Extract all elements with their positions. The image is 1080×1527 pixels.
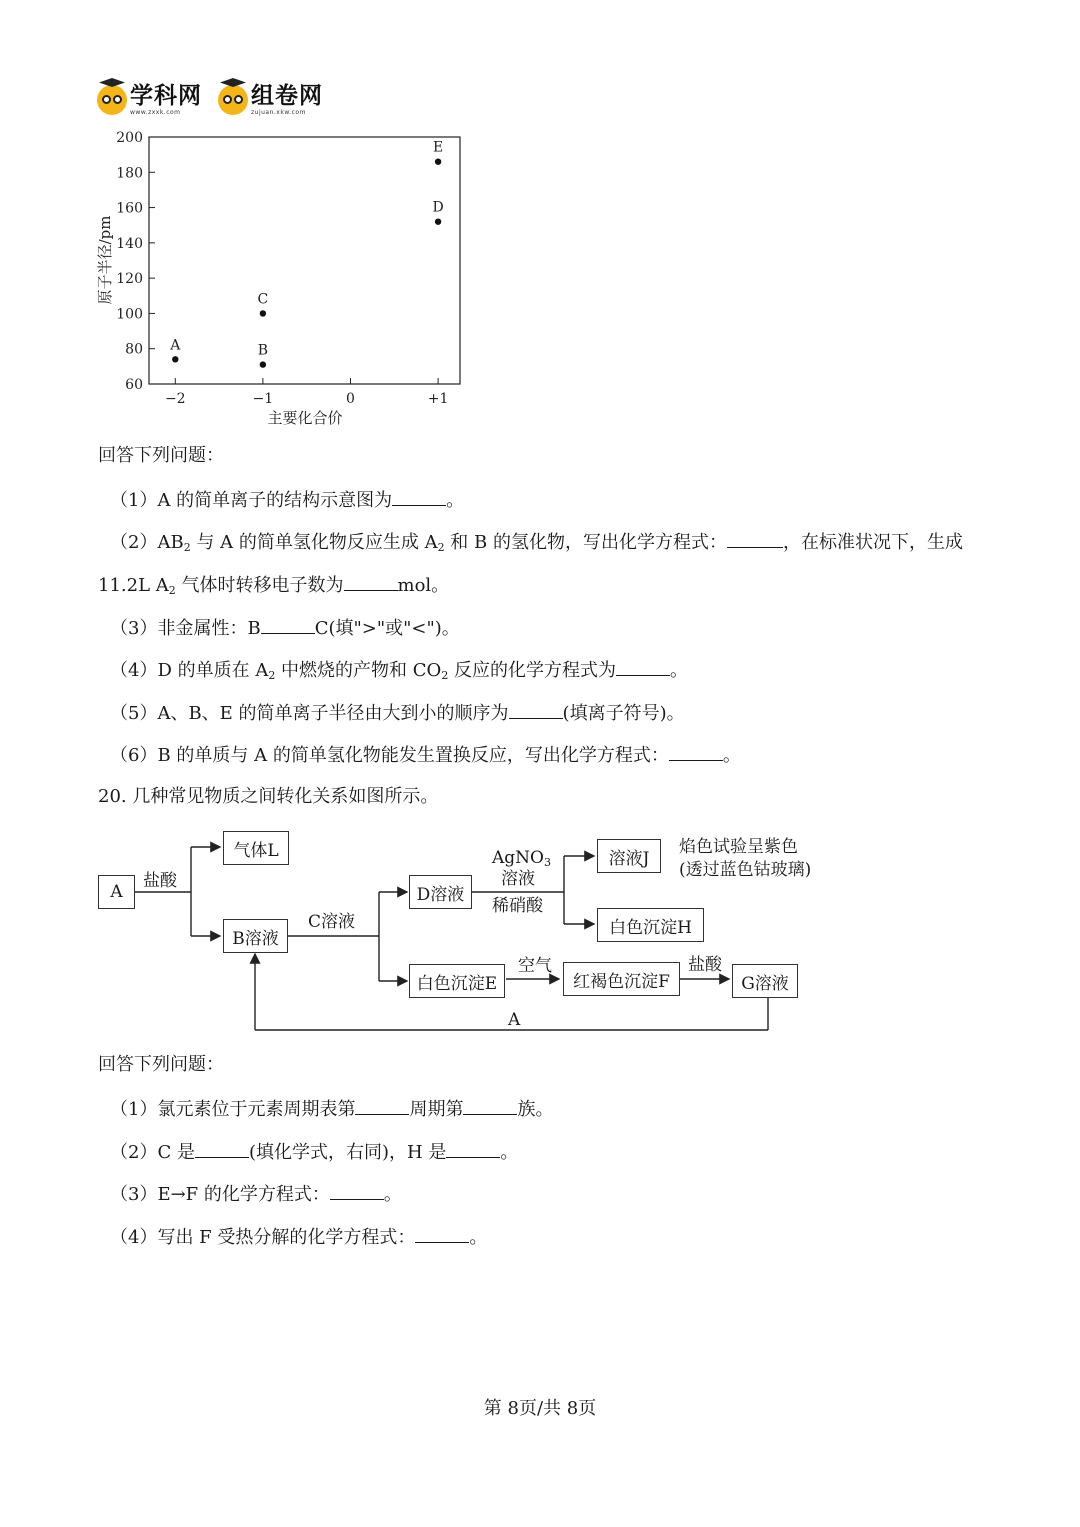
answer-blank[interactable] — [195, 1139, 249, 1158]
y-tick-label: 160 — [116, 200, 143, 217]
node-red-brown-ppt-F: 红褐色沉淀F — [563, 962, 680, 996]
node-D-solution: D溶液 — [409, 875, 472, 909]
logo-zujuan — [218, 80, 323, 120]
logo-zxxk-url: www.zxxk.com — [130, 108, 181, 116]
point-label-A: A — [170, 337, 181, 354]
x-tick-label: +1 — [427, 391, 449, 407]
q20-item-4: （4）写出 F 受热分解的化学方程式： 。 — [110, 1224, 487, 1250]
answer-blank[interactable] — [616, 657, 670, 676]
q20-item-2: （2）C 是 (填化学式，右同)，H 是 。 — [110, 1139, 518, 1165]
y-tick-label: 140 — [116, 235, 143, 252]
point-label-C: C — [257, 291, 269, 308]
answer-blank[interactable] — [355, 1096, 409, 1115]
label-dilute-hno3: 稀硝酸 — [492, 896, 543, 916]
answer-blank[interactable] — [669, 742, 723, 761]
label-C-solution: C溶液 — [308, 912, 356, 932]
q20-intro: 回答下列问题： — [98, 1054, 224, 1075]
q19-item-3: （3）非金属性：B C(填">"或"<")。 — [110, 615, 460, 641]
logo-zujuan-name: 组卷网 — [251, 82, 323, 109]
q20-stem: 20. 几种常见物质之间转化关系如图所示。 — [98, 786, 439, 807]
y-tick-label: 100 — [116, 306, 143, 323]
answer-blank[interactable] — [392, 487, 446, 506]
label-agno3-solution: 溶液 — [501, 869, 535, 889]
logo-zxxk-name: 学科网 — [130, 82, 202, 109]
y-tick-label: 120 — [116, 271, 143, 288]
owl-logo-icon — [97, 85, 127, 115]
answer-blank[interactable] — [261, 615, 315, 634]
node-white-ppt-H: 白色沉淀H — [597, 908, 704, 942]
owl-logo-icon — [218, 85, 248, 115]
node-white-ppt-E: 白色沉淀E — [409, 964, 505, 998]
label-A-return: A — [508, 1010, 521, 1030]
point-D — [435, 218, 441, 224]
label-agno3: AgNO$_3$ — [492, 848, 551, 869]
x-axis-label: 主要化合价 — [267, 409, 343, 427]
chart-frame — [149, 137, 460, 384]
answer-blank[interactable] — [330, 1181, 384, 1200]
label-air: 空气 — [518, 956, 552, 976]
y-tick-label: 200 — [116, 130, 143, 146]
node-gas-L: 气体L — [223, 831, 289, 865]
node-J-solution: 溶液J — [597, 839, 661, 873]
label-flame-test: 焰色试验呈紫色 — [679, 837, 798, 857]
answer-blank[interactable] — [463, 1096, 517, 1115]
point-C — [260, 310, 266, 316]
point-label-B: B — [257, 342, 269, 359]
node-G-solution: G溶液 — [732, 964, 798, 998]
x-tick-label: 0 — [346, 391, 355, 407]
q19-intro: 回答下列问题： — [98, 445, 224, 466]
answer-blank[interactable] — [727, 529, 783, 548]
q19-item-2: $(2)AB_2$ 与 A 的简单氢化物反应生成 $A_2$ 和 B 的氢化物，写出化学方程式： ，在标准状况下，生成 — [110, 529, 963, 560]
answer-blank[interactable] — [509, 700, 563, 719]
point-B — [260, 361, 266, 367]
y-tick-label: 60 — [125, 377, 143, 393]
answer-blank[interactable] — [344, 572, 398, 591]
q19-item-5: （5）A、B、E 的简单离子半径由大到小的顺序为 (填离子符号)。 — [110, 700, 685, 726]
logo-zujuan-url: zujuan.xkw.com — [251, 108, 306, 116]
x-tick-label: −2 — [164, 391, 186, 407]
point-label-D: D — [432, 199, 444, 216]
q20-item-1: （1）氯元素位于元素周期表第 周期第 族。 — [110, 1096, 553, 1122]
radius-valence-chart — [90, 128, 480, 433]
y-tick-label: 80 — [125, 341, 143, 358]
conversion-diagram-lines — [90, 826, 830, 1041]
point-E — [435, 159, 441, 165]
label-hcl-2: 盐酸 — [688, 955, 722, 975]
point-label-E: E — [432, 139, 444, 156]
q19-item-1: （1）A 的简单离子的结构示意图为 。 — [110, 487, 464, 513]
q19-item-4: （4）D 的单质在 $A_2$ 中燃烧的产物和 $CO_2$ 反应的化学方程式为 。 — [110, 657, 688, 688]
node-A: A — [98, 875, 135, 909]
label-cobalt-glass: (透过蓝色钴玻璃) — [679, 860, 812, 880]
page-footer: 第 8页/共 8页 — [483, 1398, 597, 1419]
label-hcl-1: 盐酸 — [143, 871, 177, 891]
node-B-solution: B溶液 — [223, 919, 288, 953]
q20-item-3: （3）E→F 的化学方程式： 。 — [110, 1181, 402, 1207]
q19-item-2-cont: 11.2L $A_2$ 气体时转移电子数为 mol。 — [98, 572, 449, 603]
y-axis-label: 原子半径/pm — [96, 215, 114, 305]
answer-blank[interactable] — [446, 1139, 500, 1158]
logo-zxxk — [97, 80, 202, 120]
y-tick-label: 180 — [116, 165, 143, 182]
answer-blank[interactable] — [415, 1224, 469, 1243]
q19-item-6: （6）B 的单质与 A 的简单氢化物能发生置换反应，写出化学方程式： 。 — [110, 742, 741, 768]
x-tick-label: −1 — [252, 391, 274, 407]
point-A — [172, 356, 178, 362]
